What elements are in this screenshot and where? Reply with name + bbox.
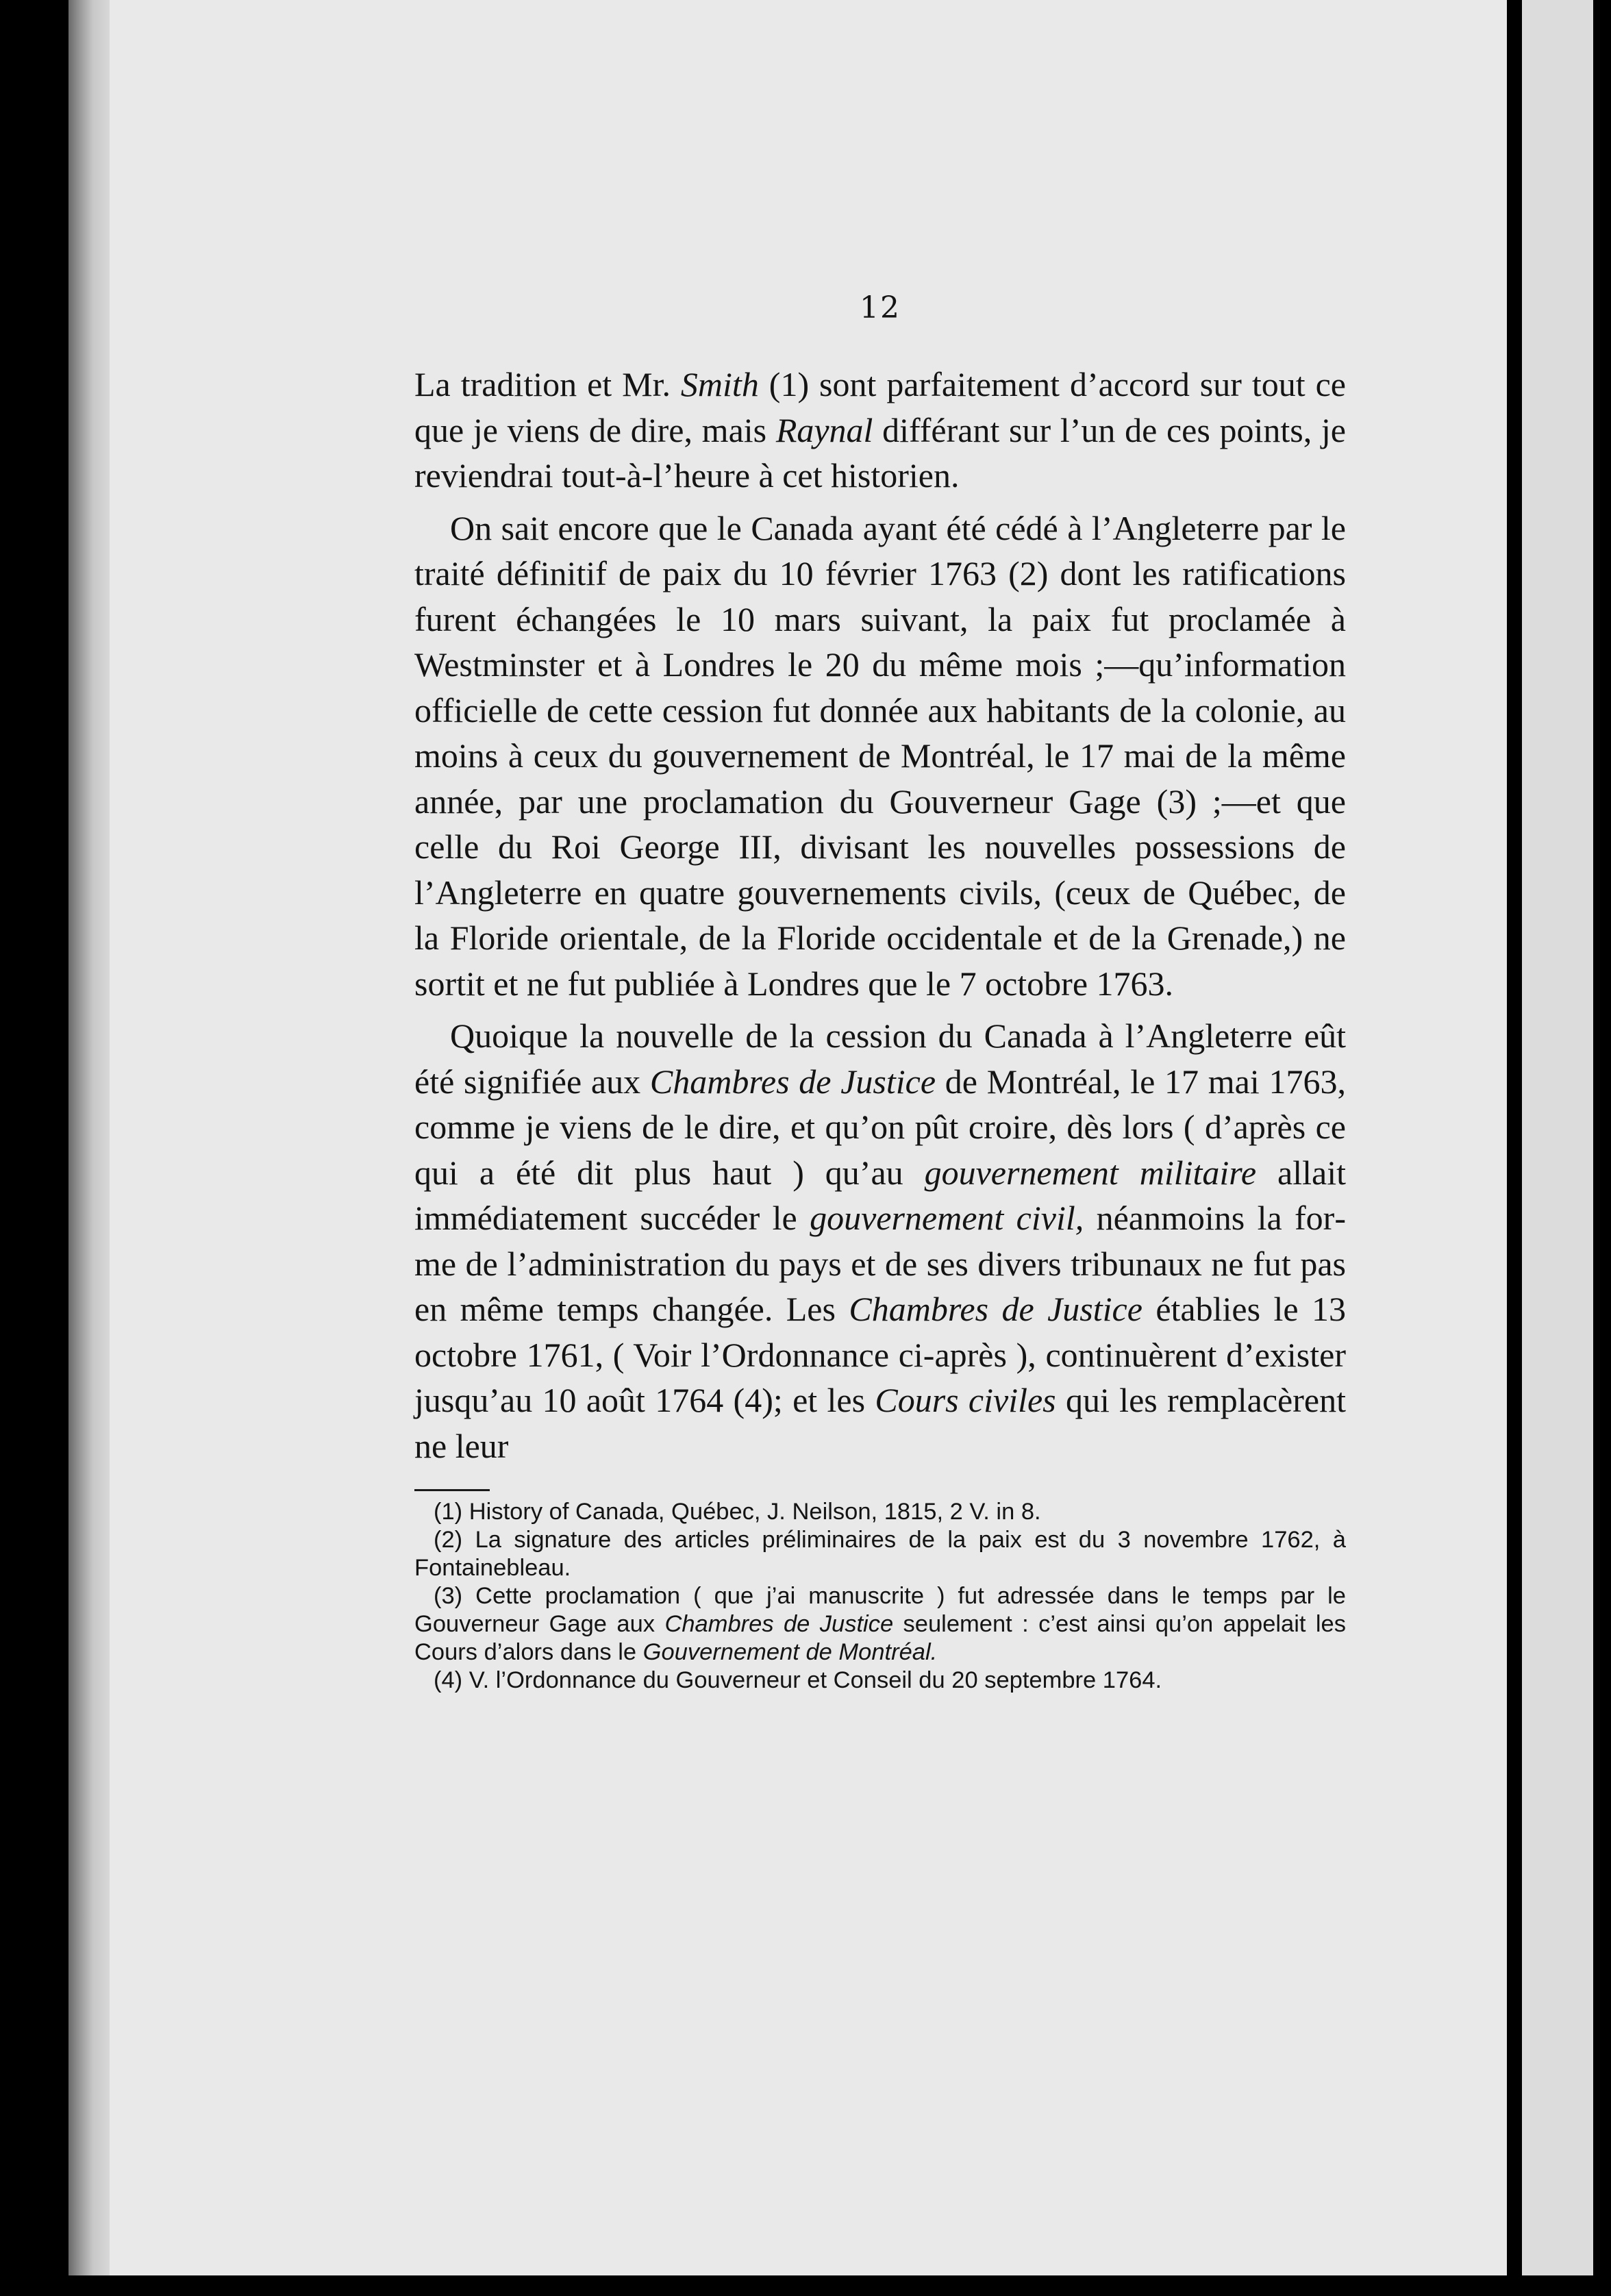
italic-text-run: Chambres de Justice [849, 1290, 1142, 1328]
text-run: différant sur l’un de ces points, je reviendrai tout-à-l’heure à cet historien. [414, 410, 1346, 495]
text-run: qui les remplacèrent ne leur [414, 1381, 1346, 1465]
footnotes [414, 1498, 1346, 1695]
footnote [414, 1498, 1346, 1526]
italic-text-run: Raynal [775, 410, 873, 449]
italic-text-run: Chambres de Justice [649, 1062, 936, 1101]
text-run: (3) Cette proclamation ( que j’ai manuscrite ) fut adressée dans le temps par le Gouverneur Gage aux [414, 1583, 1346, 1637]
book-spine-edge [68, 0, 110, 2296]
italic-text-run: Cours civiles [875, 1381, 1056, 1419]
scan-frame-left [0, 0, 68, 2296]
text-column [414, 288, 1346, 1695]
scan-frame-right [1593, 0, 1611, 2296]
paragraph [414, 506, 1346, 1007]
text-run: allait immédiatement succéder le [414, 1153, 1346, 1237]
body-text [414, 362, 1346, 1469]
text-run: établies le 13 octobre 1761, ( Voir l’Ordonnance ci-après ), continuèrent d’exister jusqu’au 10 août 1764 (4); et les [414, 1290, 1346, 1419]
paragraph [414, 1013, 1346, 1469]
italic-text-run: Smith [680, 365, 759, 403]
italic-text-run: gouvernement civil, [810, 1199, 1084, 1237]
paragraph [414, 362, 1346, 499]
text-run: (1) History of Canada, Québec, J. Neilson, 1815, 2 V. in 8. [434, 1499, 1041, 1525]
italic-text-run: gouvernement militaire [924, 1153, 1257, 1192]
page-gutter [1507, 0, 1522, 2296]
footnote [414, 1526, 1346, 1582]
italic-text-run: Gouvernement de Montréal. [642, 1639, 938, 1665]
text-run: (1) sont parfaitement d’accord sur tout ce que je viens de dire, mais [414, 365, 1346, 449]
text-run: (4) V. l’Ordonnance du Gouverneur et Conseil du 20 septembre 1764. [434, 1667, 1162, 1693]
text-run: seulement : c’est ainsi qu’on appelait les Cours d’alors dans le [414, 1611, 1346, 1665]
text-run: Quoique la nouvelle de la cession du Canada à l’Angleterre eût été signifiée aux [414, 1016, 1346, 1101]
text-run: de Montréal, le 17 mai 1763, comme je viens de le dire, et qu’on pût croire, dès lors ( d’après ce qui a été dit plus haut ) qu’au [414, 1062, 1347, 1192]
text-run: La tradition et Mr. [414, 365, 681, 403]
footnote-rule [414, 1489, 490, 1491]
italic-text-run: Chambres de Justice [664, 1611, 894, 1637]
text-run: (2) La signature des articles préliminaires de la paix est du 3 novembre 1762, à Fontainebleau. [414, 1527, 1346, 1581]
footnote [414, 1667, 1346, 1695]
page-number: 12 [860, 290, 901, 325]
scan-frame-bottom [0, 2275, 1611, 2296]
footnote [414, 1582, 1346, 1667]
text-run: On sait encore que le Canada ayant été cédé à l’Angleterre par le traité définitif de paix du 10 février 1763 (2) dont les ratifications furent échangées le 10 mars suivant, la paix fut proclamée à Westminster et à Londres le 20 du même mois ;—qu’information officielle de cette cession fut donnée aux habitants de la colonie, au moins à ceux du gouvernement de Montréal, le 17 mai de la même année, par une proclamation du Gouverneur Gage (3) ;—et que celle du Roi George III, divisant les nouvelles possessions de l’Angleterre en quatre gouvernements civils, (ceux de Québec, de la Floride orientale, de la Floride occidentale et de la Grenade,) ne sortit et ne fut publiée à Londres que le 7 octobre 1763. [414, 508, 1346, 1003]
adjacent-page-edge [1522, 0, 1593, 2296]
text-run: néanmoins la forme de l’administration du pays et de ses divers tribunaux ne fut pas en même temps changée. Les [414, 1199, 1346, 1328]
